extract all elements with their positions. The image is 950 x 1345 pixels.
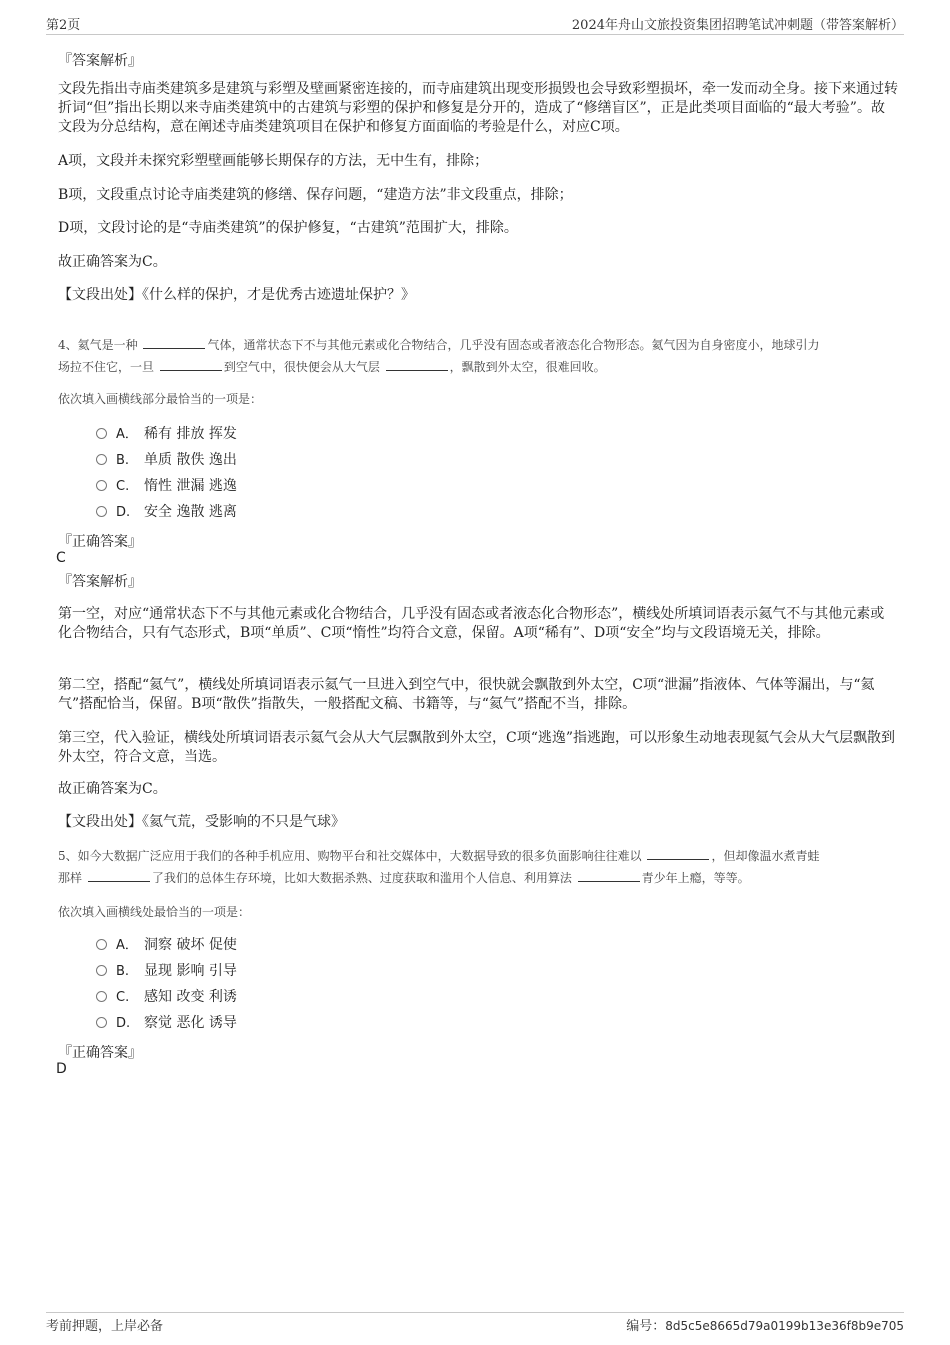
analysis-paragraph: 第三空，代入验证，横线处所填词语表示氦气会从大气层飘散到外太空，C项“逃逸”指逃跑，可以形象生动地表现氦气会从大气层飘散到外太空，符合文意，当选。 <box>58 730 896 765</box>
question-stem: 4、氦气是一种 气体，通常状态下不与其他元素或化合物结合，几乎没有固态或者液态化合物形态。氦气因为自身密度小，地球引力 场拉不住它，一旦 到空气中，很快便会从大气层 ，飘散到外太空，很难回收。 <box>58 338 820 374</box>
radio-button[interactable] <box>96 1017 107 1028</box>
analysis-conclusion: 故正确答案为C。 <box>58 781 167 797</box>
fill-blank <box>160 359 222 371</box>
source-citation: 【文段出处】《氦气荒，受影响的不只是气球》 <box>58 814 345 830</box>
radio-button[interactable] <box>96 454 107 465</box>
analysis-paragraph: D项，文段讨论的是“寺庙类建筑”的保护修复，“古建筑”范围扩大，排除。 <box>58 220 518 236</box>
analysis-label: 『答案解析』 <box>58 53 142 69</box>
page-number: 第2页 <box>46 18 81 33</box>
option-b[interactable]: B. 单质 散佚 逸出 <box>96 450 237 470</box>
page-footer <box>46 1312 904 1335</box>
radio-button[interactable] <box>96 506 107 517</box>
radio-button[interactable] <box>96 428 107 439</box>
analysis-conclusion: 故正确答案为C。 <box>58 254 167 270</box>
radio-button[interactable] <box>96 939 107 950</box>
source-citation: 【文段出处】《什么样的保护，才是优秀古迹遗址保护？》 <box>58 287 415 303</box>
option-b[interactable]: B. 显现 影响 引导 <box>96 961 237 981</box>
option-a[interactable]: A． 稀有 排放 挥发 <box>96 424 237 444</box>
correct-answer: C <box>56 550 66 566</box>
option-a[interactable]: A． 洞察 破坏 促使 <box>96 935 237 955</box>
fill-blank <box>88 870 150 882</box>
correct-answer: D <box>56 1061 67 1077</box>
radio-button[interactable] <box>96 480 107 491</box>
document-code: 编号：8d5c5e8665d79a0199b13e36f8b9e705 <box>626 1319 904 1334</box>
option-c[interactable]: C. 感知 改变 利诱 <box>96 987 237 1007</box>
fill-blank <box>386 359 448 371</box>
analysis-paragraph: 第二空，搭配“氦气”，横线处所填词语表示氦气一旦进入到空气中，很快就会飘散到外太空，C项“泄漏”指液体、气体等漏出，与“氦气”搭配恰当，保留。B项“散佚”指散失，一般搭配文稿、书籍等，与“氦气”搭配不当，排除。 <box>58 677 875 712</box>
question-prompt: 依次填入画横线处最恰当的一项是： <box>58 905 251 919</box>
analysis-paragraph: B项，文段重点讨论寺庙类建筑的修缮、保存问题，“建造方法”非文段重点，排除； <box>58 187 573 203</box>
question-stem: 5、如今大数据广泛应用于我们的各种手机应用、购物平台和社交媒体中，大数据导致的很多负面影响往往难以 ，但却像温水煮青蛙 那样 了我们的总体生存环境，比如大数据杀熟、过度获取和滥用个人信息、利用算法 青少年上瘾，等等。 <box>58 849 820 885</box>
analysis-paragraph: 第一空，对应“通常状态下不与其他元素或化合物结合，几乎没有固态或者液态化合物形态”，横线处所填词语表示氦气不与其他元素或化合物结合，只有气态形式，B项“单质”、C项“惰性”均符合文意，保留。A项“稀有”、D项“安全”均与文段语境无关，排除。 <box>58 606 885 641</box>
fill-blank <box>578 870 640 882</box>
radio-button[interactable] <box>96 965 107 976</box>
fill-blank <box>647 848 709 860</box>
option-c[interactable]: C. 惰性 泄漏 逃逸 <box>96 476 237 496</box>
page-header <box>46 12 904 35</box>
radio-button[interactable] <box>96 991 107 1002</box>
question-prompt: 依次填入画横线部分最恰当的一项是： <box>58 392 263 406</box>
analysis-paragraph: 文段先指出寺庙类建筑多是建筑与彩塑及壁画紧密连接的，而寺庙建筑出现变形损毁也会导致彩塑损坏，牵一发而动全身。接下来通过转折词“但”指出长期以来寺庙类建筑中的古建筑与彩塑的保护和修复是分开的，造成了“修缮盲区”，正是此类项目面临的“最大考验”。故文段为分总结构，意在阐述寺庙类建筑项目在保护和修复方面面临的考验是什么，对应C项。 <box>58 81 898 135</box>
analysis-label: 『答案解析』 <box>58 574 142 590</box>
answer-label: 『正确答案』 <box>58 1045 142 1061</box>
option-d[interactable]: D. 安全 逸散 逃离 <box>96 502 237 522</box>
footer-slogan: 考前押题，上岸必备 <box>46 1319 164 1334</box>
option-d[interactable]: D. 察觉 恶化 诱导 <box>96 1013 237 1033</box>
answer-label: 『正确答案』 <box>58 534 142 550</box>
analysis-paragraph: A项，文段并未探究彩塑壁画能够长期保存的方法，无中生有，排除； <box>58 153 489 169</box>
document-title: 2024年舟山文旅投资集团招聘笔试冲刺题（带答案解析） <box>571 18 904 33</box>
fill-blank <box>143 337 205 349</box>
